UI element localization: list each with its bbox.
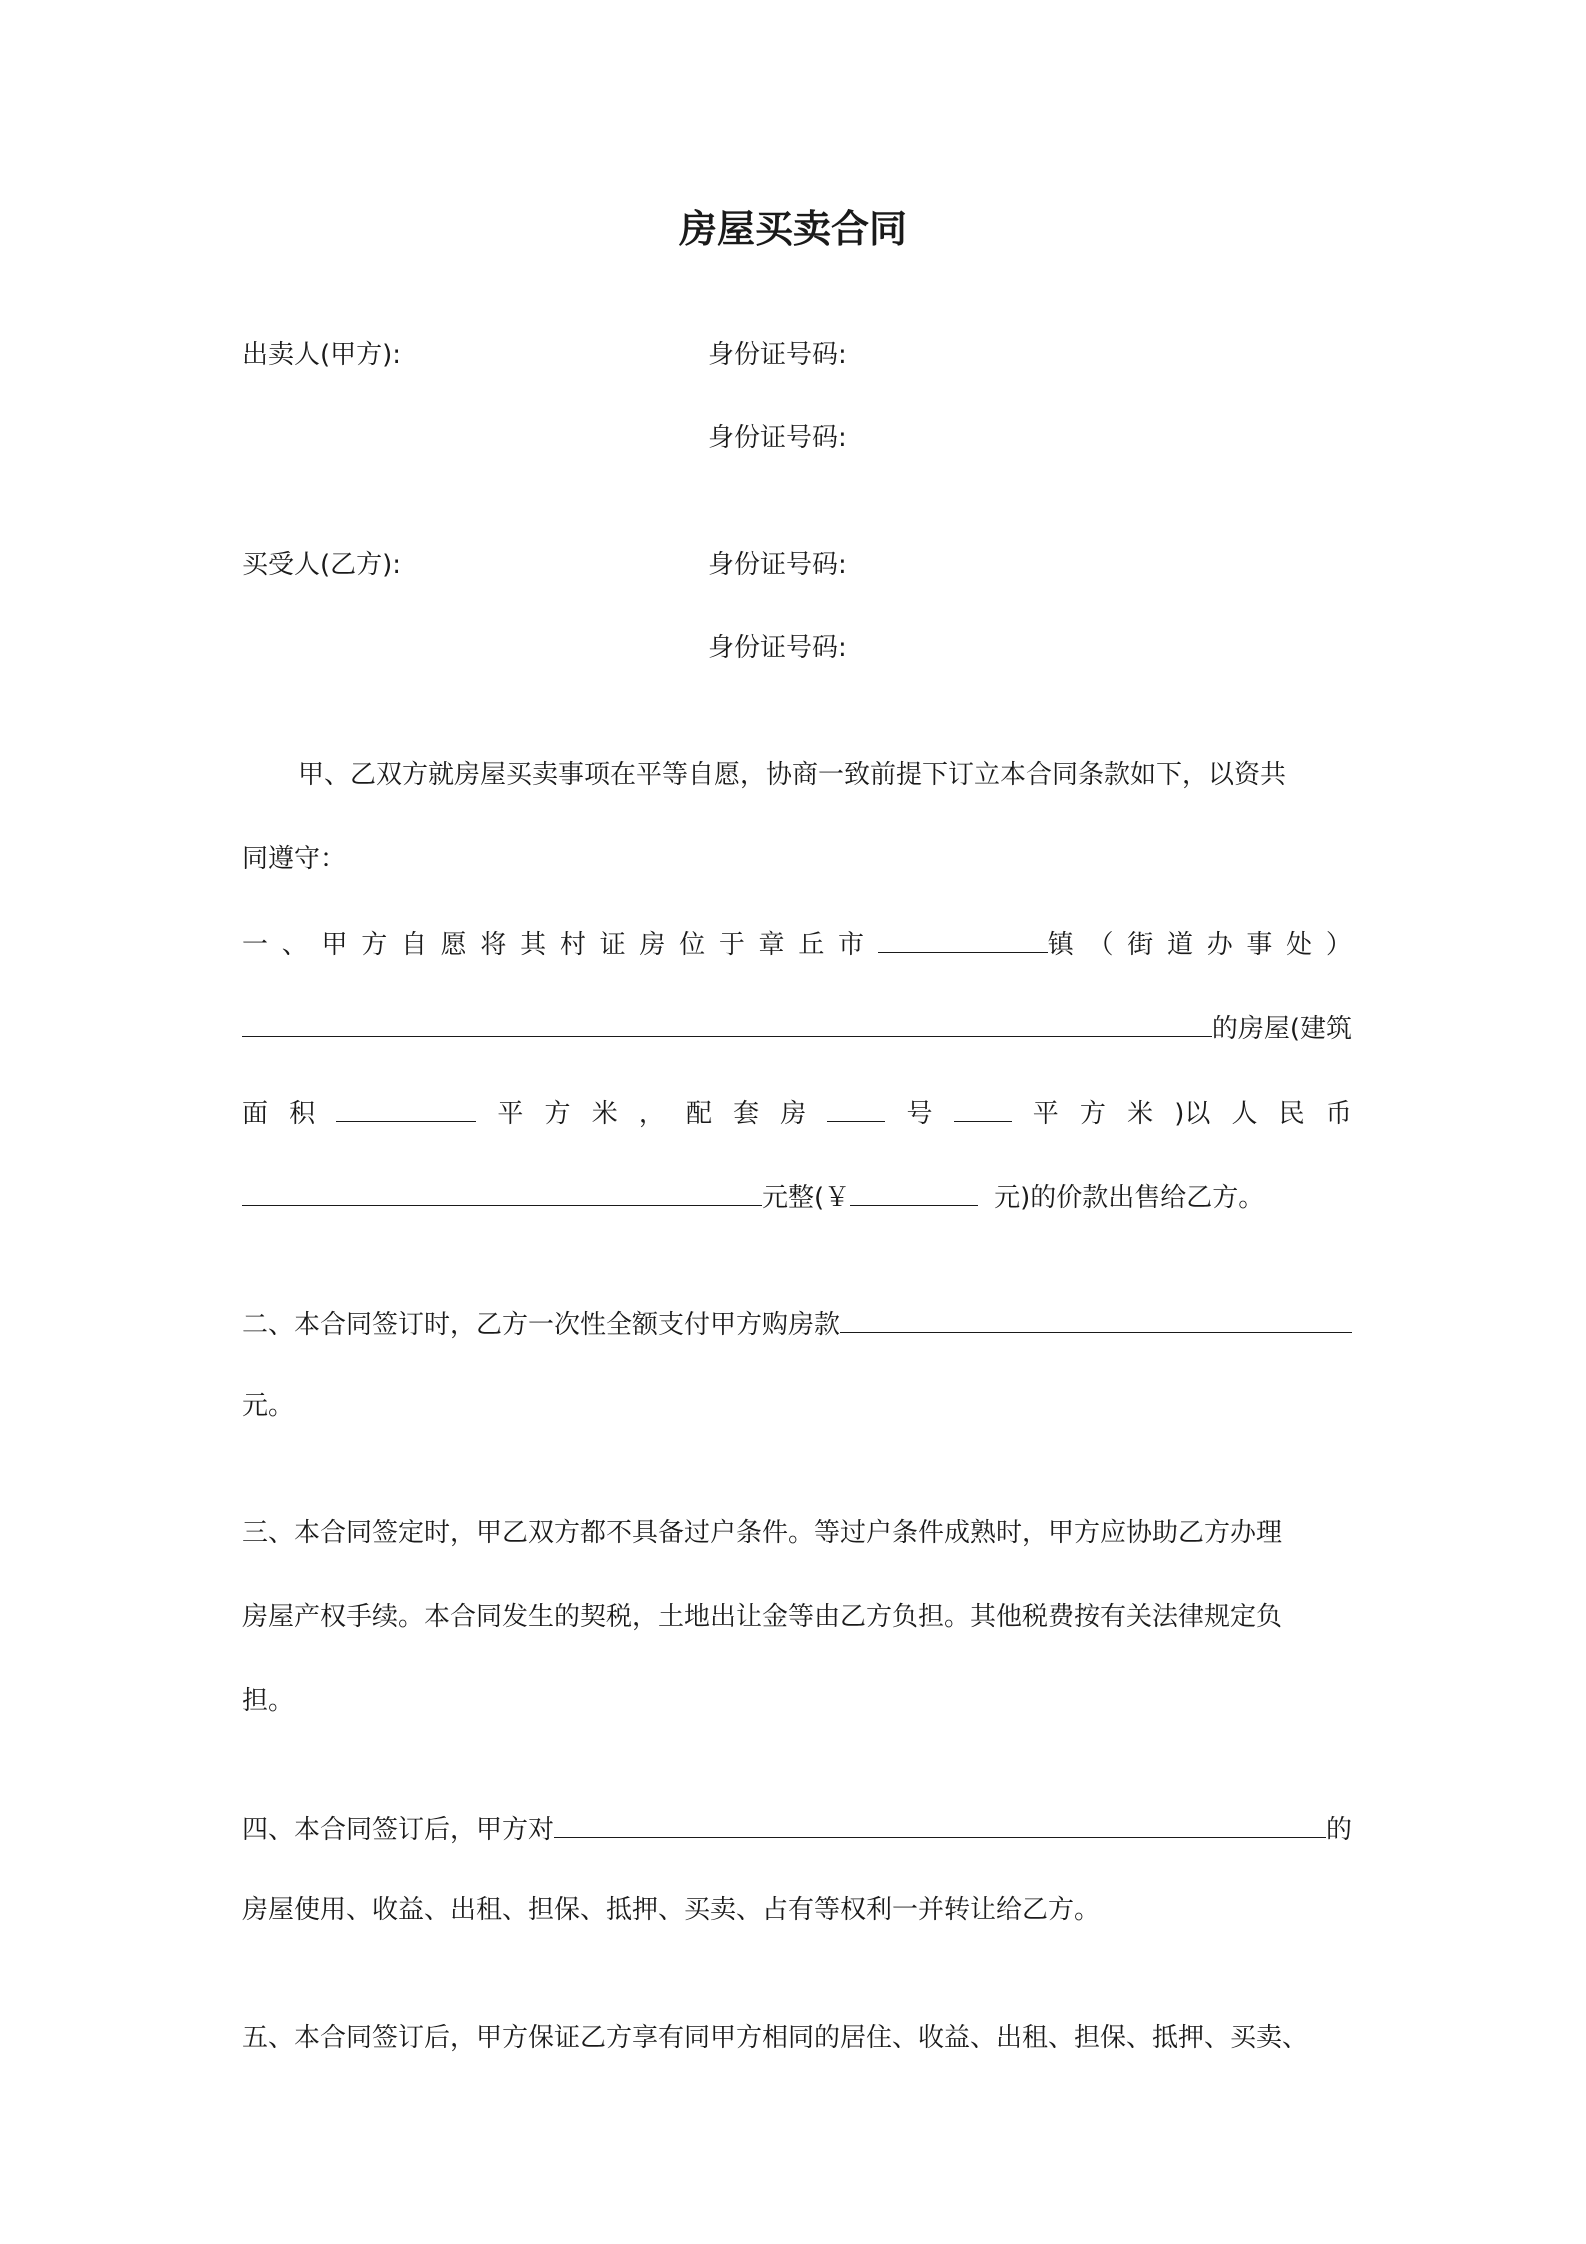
clause-1-char: 面 xyxy=(242,1099,269,1129)
clause-1-char: 米 xyxy=(591,1099,618,1129)
yuan-whole-label: 元整(￥ xyxy=(762,1183,851,1213)
address-blank xyxy=(242,1010,1212,1037)
clause-1-char: 证 xyxy=(599,930,626,960)
area-blank xyxy=(336,1095,476,1122)
clause-1-char: 道 xyxy=(1166,930,1193,960)
property-blank xyxy=(554,1811,1326,1838)
clause-4-line-1 xyxy=(242,1811,1352,1845)
clause-1-char: 于 xyxy=(718,930,745,960)
clause-1-line-4 xyxy=(242,1179,1352,1213)
buyer-id-label-2: 身份证号码: xyxy=(708,633,847,663)
clause-4-text: 四、本合同签订后，甲方对 xyxy=(242,1815,555,1845)
town-label: 镇 xyxy=(1047,930,1074,960)
clause-1-char: ， xyxy=(638,1099,665,1129)
number-label: 号 xyxy=(906,1099,933,1129)
clause-1-char: 人 xyxy=(1231,1099,1258,1129)
buyer-id-label-1: 身份证号码: xyxy=(708,550,847,580)
clause-1-char: 愿 xyxy=(440,930,467,960)
seller-id-label-1: 身份证号码: xyxy=(708,340,847,370)
clause-1-line-3 xyxy=(242,1095,1352,1129)
payment-blank xyxy=(840,1306,1352,1333)
clause-1-line-1 xyxy=(242,926,1352,960)
clause-1-char: 、 xyxy=(281,930,308,960)
clause-1-char: )以 xyxy=(1174,1099,1211,1129)
clause-1-char: 街 xyxy=(1127,930,1154,960)
preamble-line-2: 同遵守： xyxy=(242,844,347,874)
clause-1-char: 办 xyxy=(1206,930,1233,960)
clause-2-text: 二、本合同签订时，乙方一次性全额支付甲方购房款 xyxy=(242,1310,841,1340)
seller-label: 出卖人(甲方): xyxy=(242,340,402,370)
support-area-blank xyxy=(954,1095,1012,1122)
town-blank xyxy=(878,926,1048,953)
buyer-label: 买受人(乙方): xyxy=(242,550,402,580)
clause-2-line-1 xyxy=(242,1306,1352,1340)
clause-1-char: 处 xyxy=(1286,930,1313,960)
clause-1-char: 将 xyxy=(480,930,507,960)
house-suffix: 的房屋(建筑 xyxy=(1211,1014,1352,1044)
clause-4-suffix: 的 xyxy=(1325,1815,1352,1845)
clause-1-char: 一 xyxy=(242,930,269,960)
sale-end-text: 元)的价款出售给乙方。 xyxy=(994,1183,1265,1213)
clause-4-line-2: 房屋使用、收益、出租、担保、抵押、买卖、占有等权利一并转让给乙方。 xyxy=(242,1895,1101,1925)
clause-1-char: 房 xyxy=(780,1099,807,1129)
clause-1-char: 甲 xyxy=(321,930,348,960)
clause-3-line-2: 房屋产权手续。本合同发生的契税，土地出让金等由乙方负担。其他税费按有关法律规定负 xyxy=(242,1602,1283,1632)
clause-2-end: 元。 xyxy=(242,1391,295,1421)
clause-1-char: 自 xyxy=(400,930,427,960)
clause-1-char: 平 xyxy=(1032,1099,1059,1129)
price-words-blank xyxy=(242,1179,762,1206)
clause-1-line-2 xyxy=(242,1010,1352,1044)
preamble-line-1: 甲、乙双方就房屋买卖事项在平等自愿，协商一致前提下订立本合同条款如下，以资共 xyxy=(298,760,1287,790)
clause-1-char: 事 xyxy=(1246,930,1273,960)
clause-1-char: 民 xyxy=(1278,1099,1305,1129)
clause-1-char: 丘 xyxy=(798,930,825,960)
clause-1-char: 方 xyxy=(361,930,388,960)
clause-1-char: 配 xyxy=(685,1099,712,1129)
clause-1-char: ） xyxy=(1325,930,1352,960)
clause-1-char: 平 xyxy=(497,1099,524,1129)
clause-3-line-1: 三、本合同签定时，甲乙双方都不具备过户条件。等过户条件成熟时，甲方应协助乙方办理 xyxy=(242,1518,1283,1548)
clause-1-char: 房 xyxy=(639,930,666,960)
clause-5-line-1: 五、本合同签订后，甲方保证乙方享有同甲方相同的居住、收益、出租、担保、抵押、买卖、 xyxy=(242,2023,1309,2053)
clause-1-char: 方 xyxy=(544,1099,571,1129)
clause-1-char: 其 xyxy=(520,930,547,960)
support-room-blank xyxy=(827,1095,885,1122)
document-title: 房屋买卖合同 xyxy=(678,207,907,251)
clause-1-char: （ xyxy=(1087,930,1114,960)
clause-3-line-3: 担。 xyxy=(242,1686,295,1716)
clause-1-char: 章 xyxy=(758,930,785,960)
clause-1-char: 位 xyxy=(679,930,706,960)
clause-1-char: 币 xyxy=(1325,1099,1352,1129)
price-number-blank xyxy=(850,1179,978,1206)
clause-1-char: 方 xyxy=(1079,1099,1106,1129)
clause-1-char: 市 xyxy=(838,930,865,960)
seller-id-label-2: 身份证号码: xyxy=(708,423,847,453)
clause-1-char: 米 xyxy=(1127,1099,1154,1129)
clause-1-char: 积 xyxy=(289,1099,316,1129)
clause-1-char: 套 xyxy=(733,1099,760,1129)
clause-1-char: 村 xyxy=(559,930,586,960)
